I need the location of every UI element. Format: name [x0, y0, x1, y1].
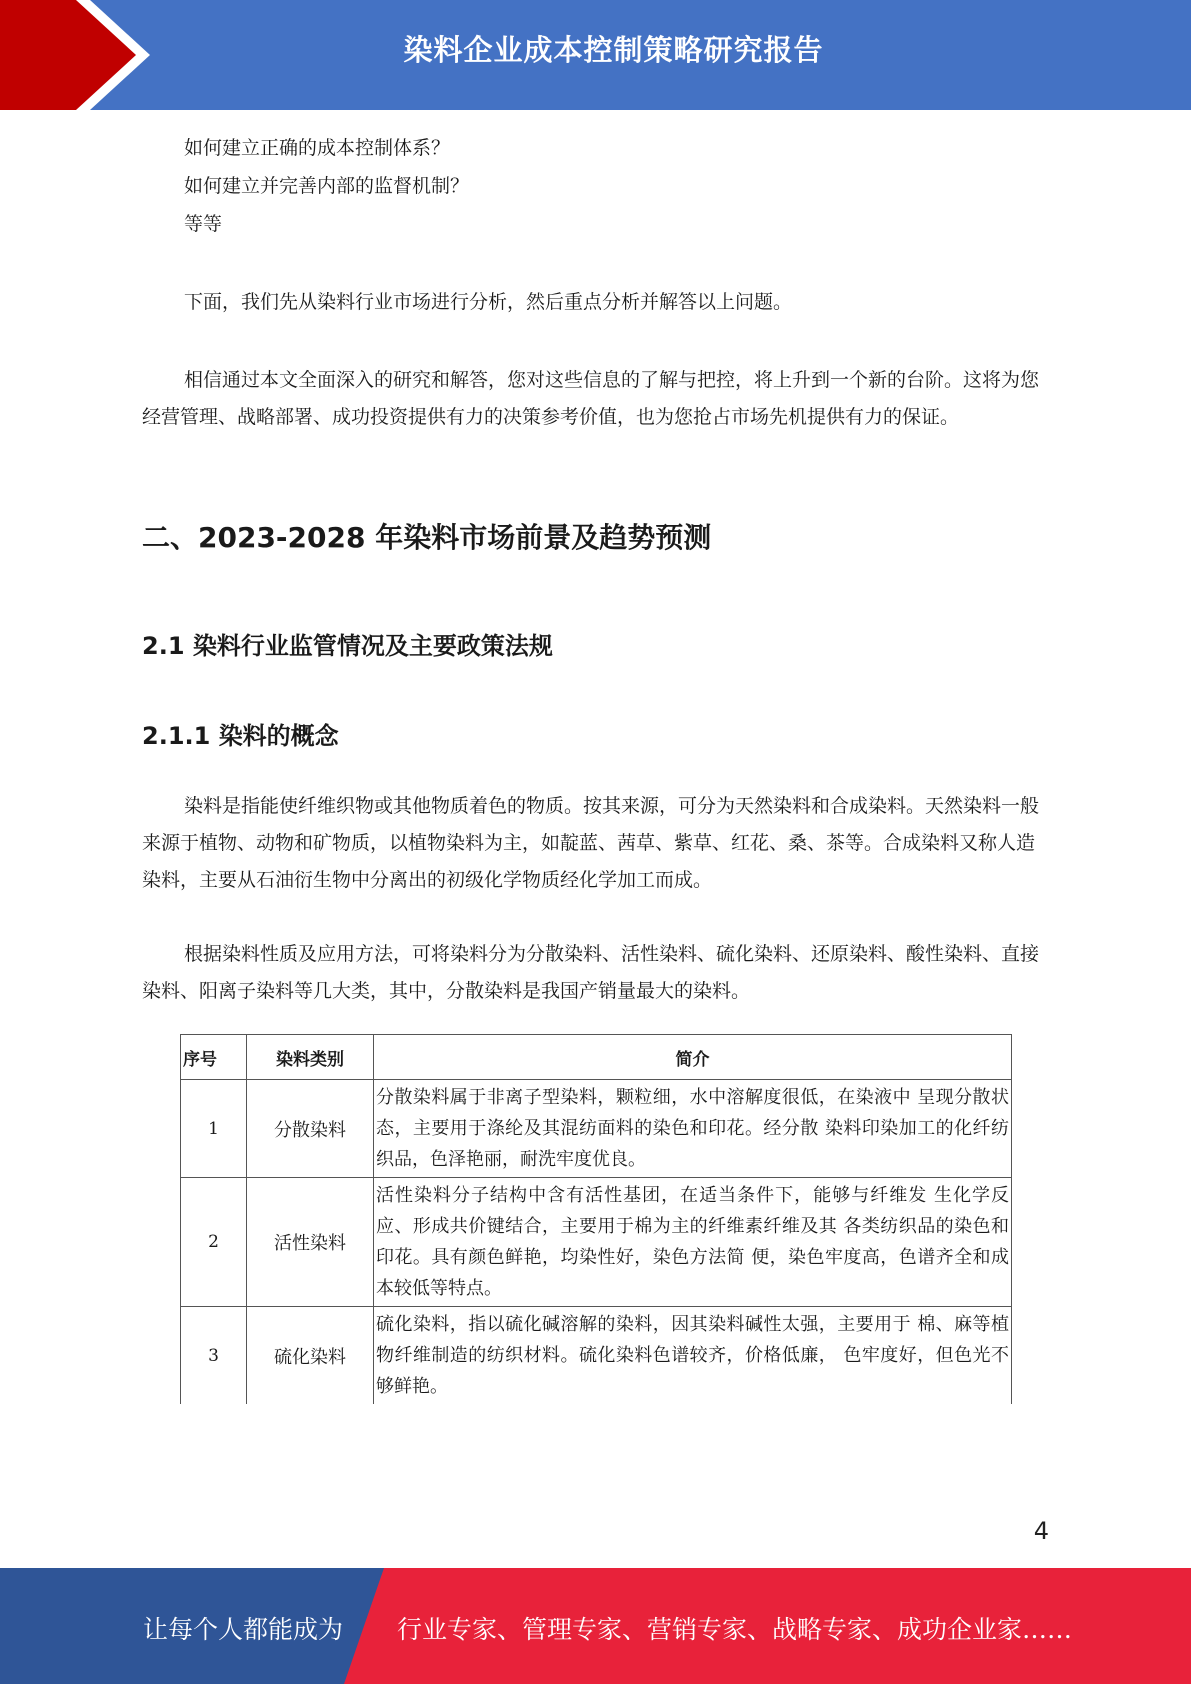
row-desc: 分散染料属于非离子型染料，颗粒细，水中溶解度很低，在染液中 呈现分散状态，主要用于涤纶及其混纺面料的染色和印花。经分散 染料印染加工的化纤纺织品，色泽艳丽，耐洗牢度优良。	[374, 1080, 1012, 1178]
row-desc: 活性染料分子结构中含有活性基团，在适当条件下，能够与纤维发 生化学反应、形成共价键结合，主要用于棉为主的纤维素纤维及其 各类纺织品的染色和印花。具有颜色鲜艳，均染性好，染色方法简 便，染色牢度高，色谱齐全和成本较低等特点。	[374, 1178, 1012, 1307]
header-category: 染料类别	[247, 1035, 374, 1080]
table-row	[181, 1178, 1012, 1307]
page-number: 4	[1033, 1517, 1049, 1545]
page-footer	[0, 1568, 1191, 1684]
footer-slogan-right: 行业专家、管理专家、营销专家、战略专家、成功企业家……	[397, 1615, 1073, 1644]
header-desc: 简介	[374, 1035, 1012, 1080]
section-heading: 二、2023-2028 年染料市场前景及趋势预测	[142, 521, 712, 554]
row-no: 2	[181, 1178, 247, 1307]
concept-paragraph-2: 根据染料性质及应用方法，可将染料分为分散染料、活性染料、硫化染料、还原染料、酸性染料、直接染料、阳离子染料等几大类，其中，分散染料是我国产销量最大的染料。	[142, 943, 1040, 1002]
table-header-row	[181, 1035, 1012, 1080]
etc-text: 等等	[184, 213, 223, 235]
row-category: 硫化染料	[247, 1307, 374, 1405]
table-row	[181, 1080, 1012, 1178]
intro-paragraph-2: 相信通过本文全面深入的研究和解答，您对这些信息的了解与把控，将上升到一个新的台阶。这将为您经营管理、战略部署、成功投资提供有力的决策参考价值，也为您抢占市场先机提供有力的保证。	[142, 369, 1040, 428]
question-2: 如何建立并完善内部的监督机制？	[184, 175, 470, 197]
concept-paragraph-1: 染料是指能使纤维织物或其他物质着色的物质。按其来源，可分为天然染料和合成染料。天然染料一般来源于植物、动物和矿物质，以植物染料为主，如靛蓝、茜草、紫草、红花、桑、茶等。合成染料又称人造染料，主要从石油衍生物中分离出的初级化学物质经化学加工而成。	[142, 795, 1040, 891]
table-row	[181, 1307, 1012, 1405]
question-1: 如何建立正确的成本控制体系？	[184, 137, 451, 159]
row-desc: 硫化染料，指以硫化碱溶解的染料，因其染料碱性太强，主要用于 棉、麻等植物纤维制造的纺织材料。硫化染料色谱较齐，价格低廉， 色牢度好，但色光不够鲜艳。	[374, 1307, 1012, 1405]
row-no: 3	[181, 1307, 247, 1405]
intro-paragraph-1: 下面，我们先从染料行业市场进行分析，然后重点分析并解答以上问题。	[184, 291, 793, 313]
subsection-heading: 2.1 染料行业监管情况及主要政策法规	[142, 632, 553, 660]
row-category: 分散染料	[247, 1080, 374, 1178]
subsubsection-heading: 2.1.1 染料的概念	[142, 722, 339, 750]
dye-category-table	[180, 1034, 1012, 1404]
page-header	[0, 0, 1191, 110]
row-category: 活性染料	[247, 1178, 374, 1307]
footer-slogan-left: 让每个人都能成为	[143, 1615, 344, 1644]
header-no: 序号	[181, 1035, 247, 1080]
header-title: 染料企业成本控制策略研究报告	[403, 33, 824, 67]
row-no: 1	[181, 1080, 247, 1178]
